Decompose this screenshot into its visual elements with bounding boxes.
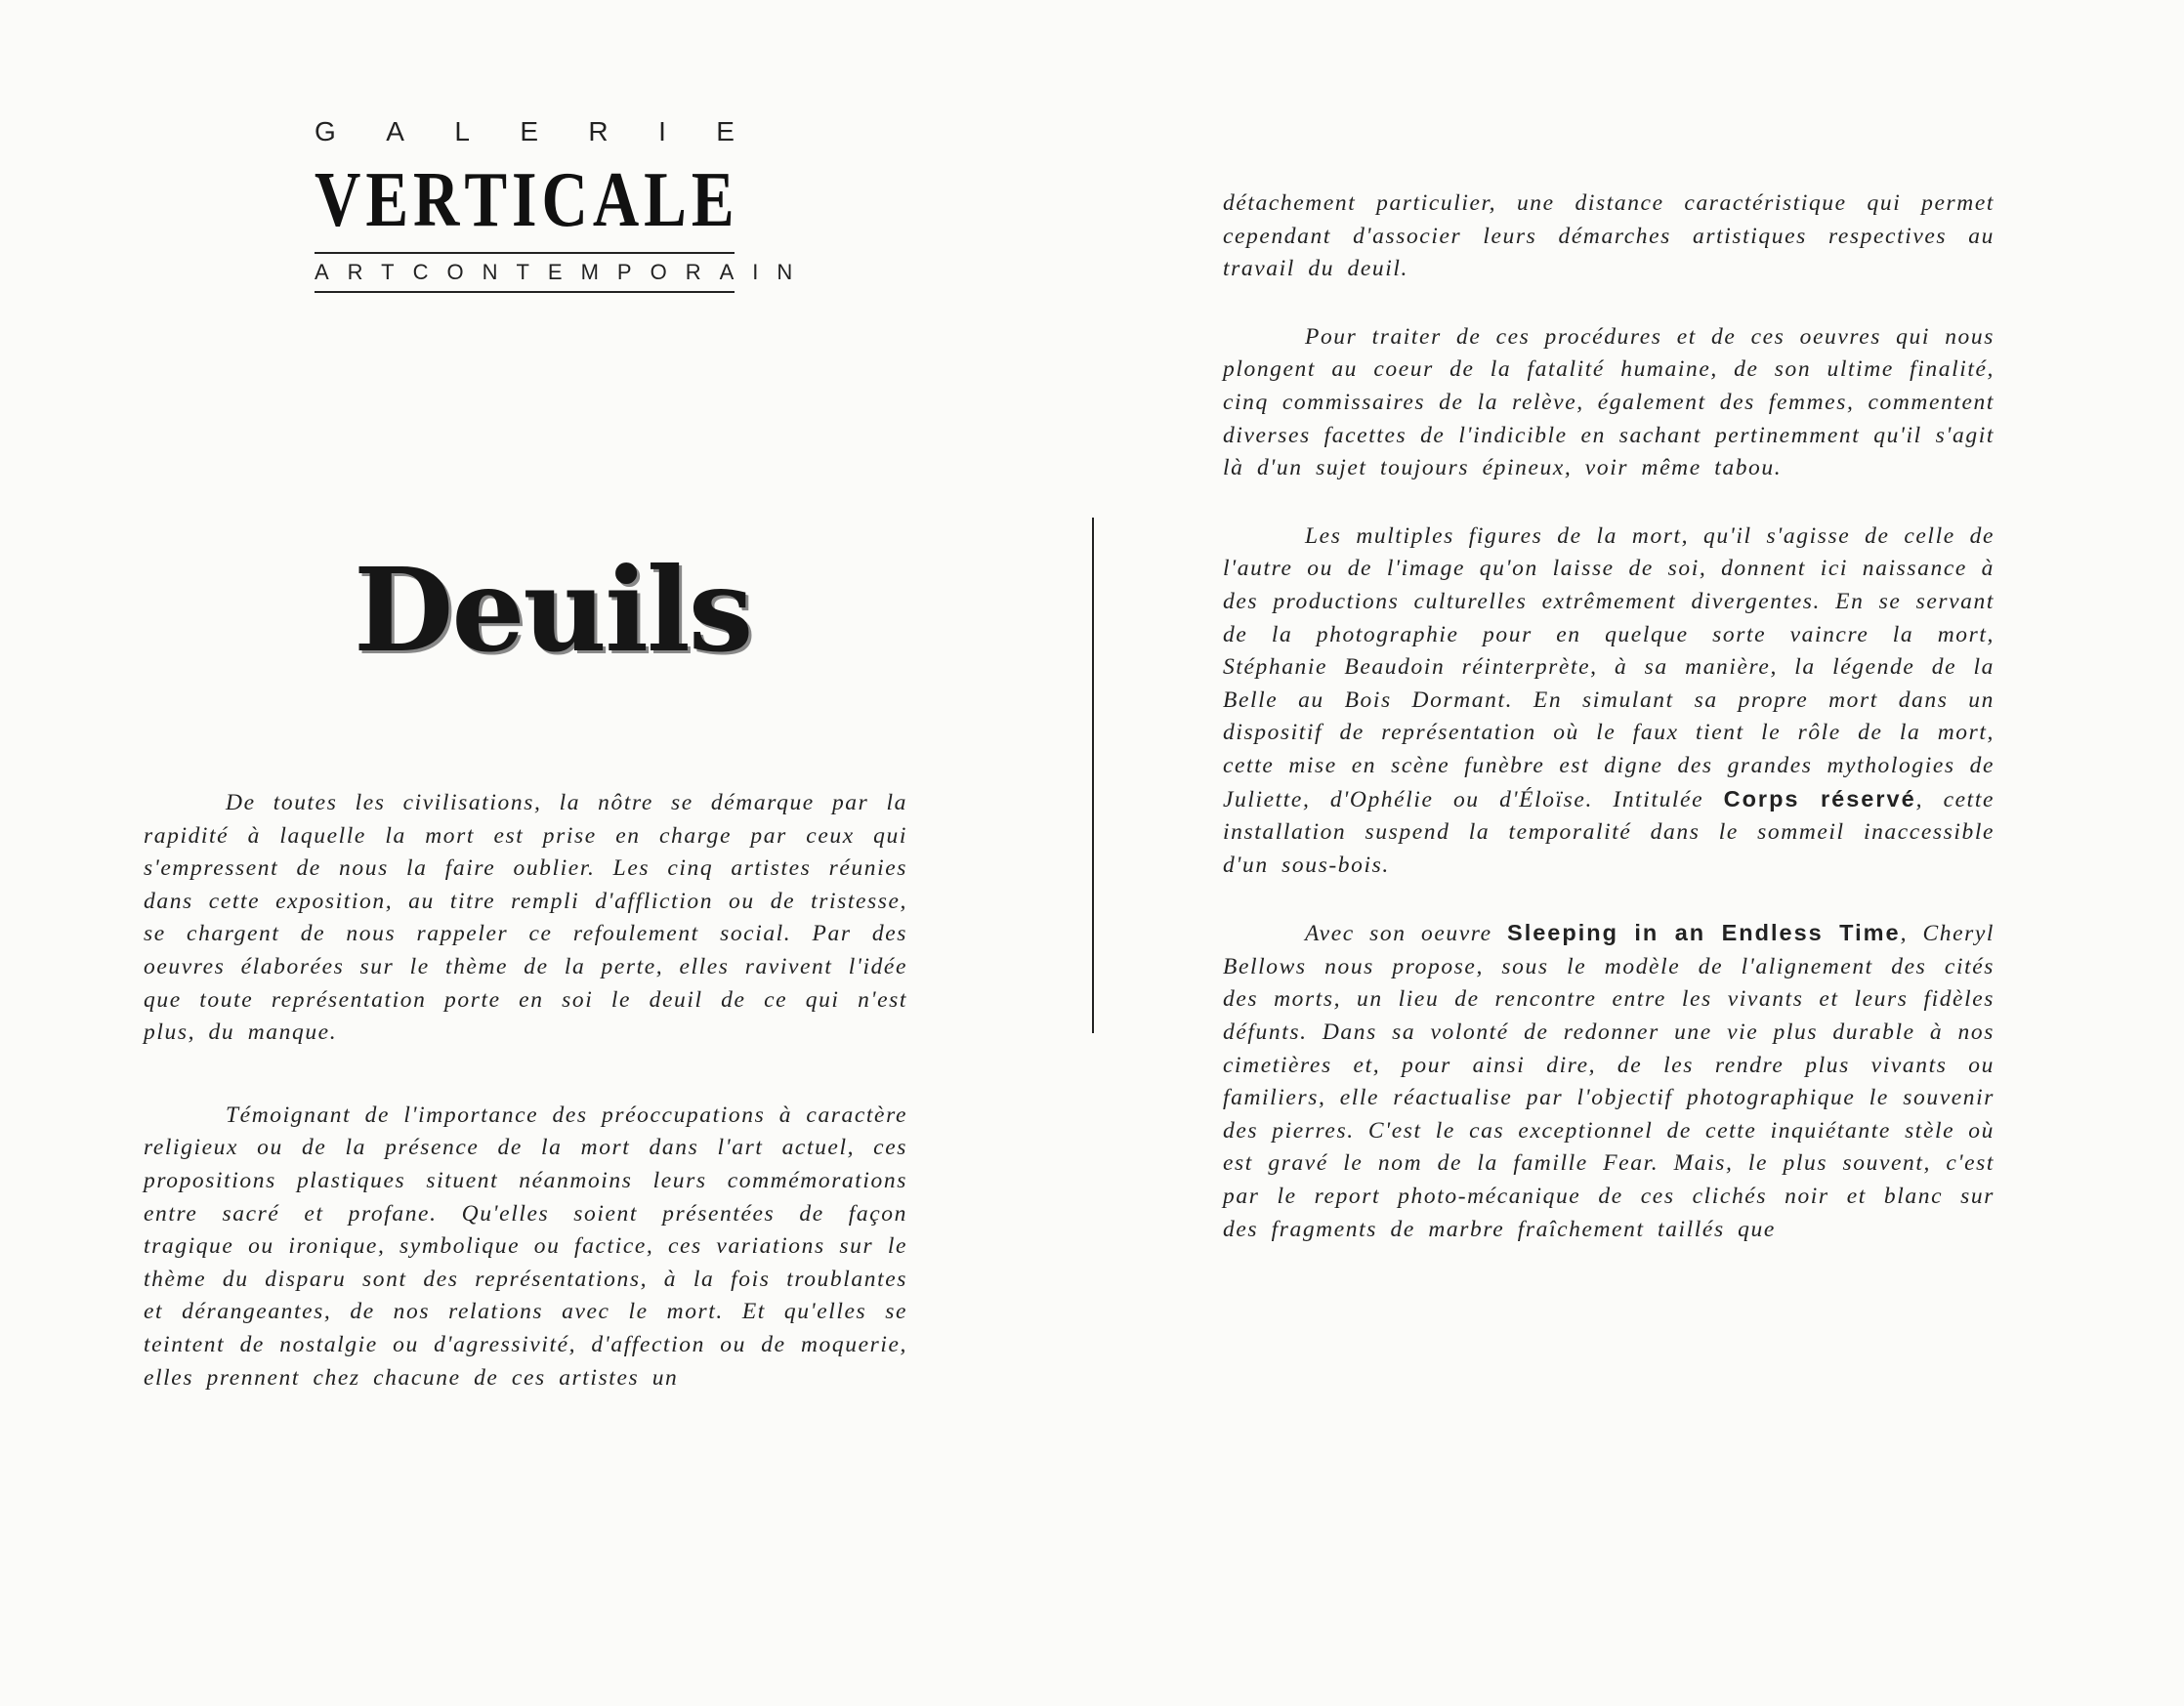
logo-word: CONTEMPORAIN bbox=[412, 260, 812, 284]
logo-galerie bbox=[315, 115, 735, 148]
artwork-title: Sleeping in an Endless Time bbox=[1507, 920, 1901, 946]
logo-letter: T bbox=[464, 157, 508, 243]
artwork-title: Corps réservé bbox=[1723, 785, 1916, 811]
logo-letter: L bbox=[454, 116, 470, 146]
logo-letter: E bbox=[365, 157, 409, 243]
logo-word: ART bbox=[315, 260, 413, 284]
paragraph: détachement particulier, une distance caractéristique qui permet cependant d'associer leurs démarches artistiques respectives au travail du deuil. bbox=[1223, 190, 1995, 282]
right-column bbox=[1223, 187, 1995, 1246]
logo-rule bbox=[315, 291, 735, 293]
paragraph-text: , cette installation suspend la temporalité dans le sommeil inaccessible d'un sous-bois. bbox=[1223, 786, 1995, 878]
logo-letter: A bbox=[386, 116, 404, 146]
logo-letter: R bbox=[588, 116, 609, 146]
gallery-logo bbox=[315, 115, 812, 293]
logo-verticale bbox=[315, 158, 735, 242]
logo-rule bbox=[315, 252, 735, 254]
paragraph-text: , Cheryl Bellows nous propose, sous le modèle de l'alignement des cités des morts, un lieu de rencontre entre les vivants et leurs fidèles défunts. Dans sa volonté de redonner une vie plus durable à nos cimetières et, pour ainsi dire, de les rendre plus vivants ou familiers, elle réactualise par l'objectif photographique le souvenir des pierres. C'est le cas exceptionnel de cette inquiétante stèle où est gravé le nom de la famille Fear. Mais, le plus souvent, c'est par le report photo-mécanique de ces clichés noir et blanc sur des fragments de marbre fraîchement taillés que bbox=[1223, 921, 1995, 1242]
paragraph bbox=[1223, 520, 1995, 883]
logo-art-contemporain bbox=[315, 260, 812, 285]
left-column bbox=[144, 787, 907, 1394]
column-divider bbox=[1092, 518, 1094, 1033]
logo-letter: G bbox=[315, 116, 336, 146]
paragraph: Témoignant de l'importance des préoccupations à caractère religieux ou de la présence de la mort dans l'art actuel, ces propositions plastiques situent néanmoins leurs commémorations entre sacré et profane. Qu'elles soient présentées de façon tragique ou ironique, symbolique ou factice, ces variations sur le thème du disparu sont des représentations, à la fois troublantes et dérangeantes, de nos relations avec le mort. Et qu'elles se teintent de nostalgie ou d'agressivité, d'affection ou de moquerie, elles prennent chez chacune de ces artistes un bbox=[144, 1102, 907, 1391]
logo-letter: A bbox=[592, 157, 640, 243]
logo-letter: I bbox=[512, 157, 537, 243]
paragraph-text: Avec son oeuvre bbox=[1305, 921, 1492, 947]
logo-letter: V bbox=[315, 157, 361, 243]
logo-letter: I bbox=[658, 116, 666, 146]
logo-letter: L bbox=[644, 157, 687, 243]
paragraph-text: Les multiples figures de la mort, qu'il s'agisse de celle de l'autre ou de l'image qu'on laisse de soi, donnent ici naissance à des productions culturelles extrêmement divergentes. En se servant de la photographie pour en quelque sorte vaincre la mort, Stéphanie Beaudoin réinterprète, à sa manière, la légende de la Belle au Bois Dormant. En simulant sa propre mort dans un dispositif de représentation où le faux tient le rôle de la mort, cette mise en scène funèbre est digne des grandes mythologies de Juliette, d'Ophélie ou d'Éloïse. Intitulée bbox=[1223, 522, 1995, 812]
logo-letter: E bbox=[691, 157, 735, 243]
logo-letter: E bbox=[716, 116, 735, 146]
paragraph bbox=[1223, 917, 1995, 1246]
logo-letter: E bbox=[520, 116, 538, 146]
page-title: Deuils bbox=[354, 542, 752, 678]
paragraph: Pour traiter de ces procédures et de ces oeuvres qui nous plongent au coeur de la fatalité humaine, de son ultime finalité, cinq commissaires de la relève, également des femmes, commentent diverses facettes de l'indicible en sachant pertinemment qu'il s'agit là d'un sujet toujours épineux, voir même tabou. bbox=[1223, 323, 1995, 481]
logo-letter: C bbox=[541, 157, 588, 243]
paragraph: De toutes les civilisations, la nôtre se démarque par la rapidité à laquelle la mort est prise en charge par ceux qui s'empressent de nous la faire oublier. Les cinq artistes réunies dans cette exposition, au titre rempli d'affliction ou de tristesse, se chargent de nous rappeler ce refoulement social. Par des oeuvres élaborées sur le thème de la perte, elles ravivent l'idée que toute représentation porte en soi le deuil de ce qui n'est plus, du manque. bbox=[144, 790, 907, 1046]
logo-letter: R bbox=[413, 157, 460, 243]
